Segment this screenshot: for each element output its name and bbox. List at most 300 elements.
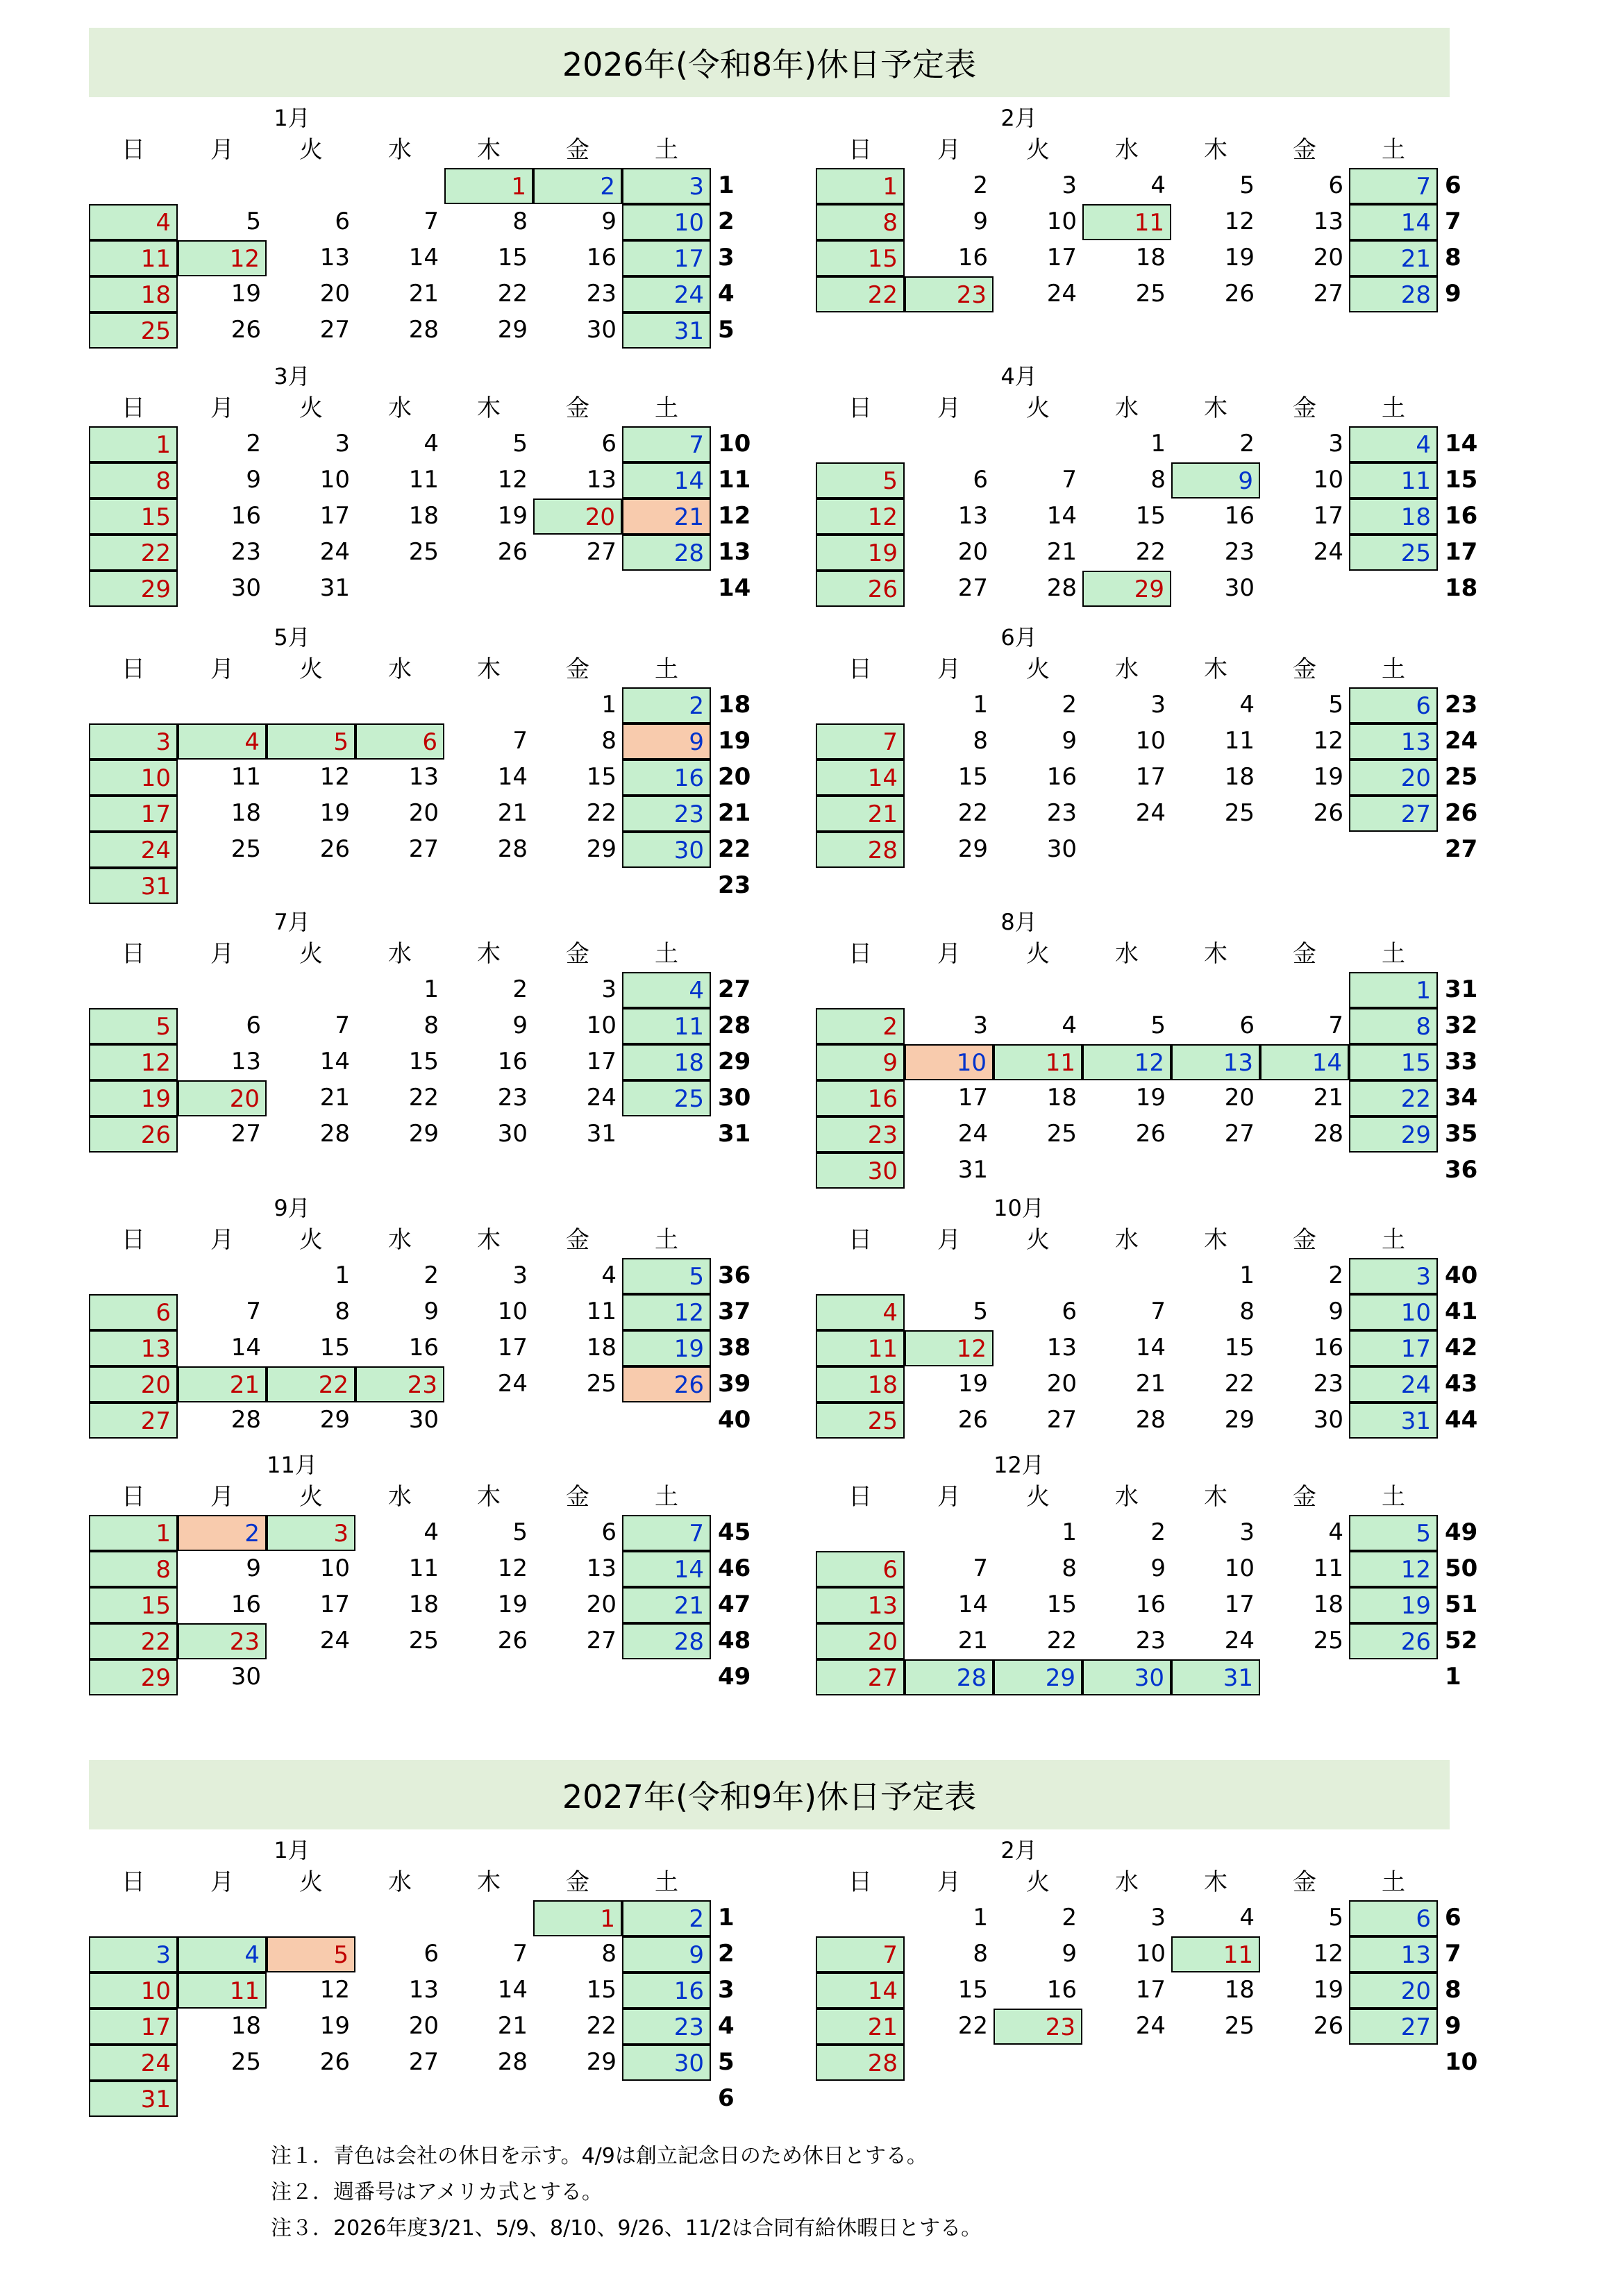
holiday-cell: 11 — [1349, 462, 1438, 498]
week-number: 38 — [718, 1334, 751, 1361]
week-number: 1 — [1445, 1663, 1461, 1691]
month-calendar — [89, 104, 783, 354]
holiday-cell: 14 — [816, 1972, 905, 2009]
day-cell: 19 — [497, 1591, 528, 1618]
day-cell: 9 — [601, 208, 617, 235]
weekday-header: 金 — [566, 1483, 589, 1511]
weekday-header: 日 — [848, 940, 872, 968]
weekday-header: 金 — [566, 136, 589, 164]
day-cell: 25 — [408, 1627, 439, 1654]
day-cell: 7 — [512, 727, 528, 755]
day-cell: 8 — [1150, 466, 1166, 494]
day-cell: 22 — [586, 2012, 617, 2040]
day-cell: 3 — [335, 430, 350, 458]
day-cell: 16 — [1046, 763, 1077, 791]
day-cell: 16 — [230, 502, 261, 530]
day-cell: 4 — [1239, 1904, 1255, 1932]
weekday-header: 金 — [1293, 1868, 1316, 1896]
weekday-header: 土 — [1382, 1226, 1405, 1254]
day-cell: 7 — [512, 1940, 528, 1968]
day-cell: 17 — [586, 1048, 617, 1075]
week-number: 22 — [718, 835, 751, 863]
weekday-header: 土 — [1382, 394, 1405, 422]
weekday-header: 月 — [210, 136, 234, 164]
day-cell: 6 — [424, 1940, 439, 1968]
day-cell: 9 — [1150, 1555, 1166, 1582]
day-cell: 16 — [408, 1334, 439, 1361]
month-title: 7月 — [274, 909, 310, 935]
week-number: 44 — [1445, 1406, 1478, 1434]
holiday-cell: 8 — [89, 462, 178, 498]
holiday-cell: 29 — [994, 1659, 1082, 1695]
holiday-cell: 11 — [622, 1008, 711, 1044]
weekday-header: 日 — [121, 394, 145, 422]
holiday-cell: 6 — [1349, 1900, 1438, 1936]
week-number: 2 — [718, 208, 735, 235]
day-cell: 5 — [246, 208, 261, 235]
shared-leave-day-cell: 26 — [622, 1366, 711, 1402]
holiday-cell: 11 — [816, 1330, 905, 1366]
day-cell: 19 — [1313, 1976, 1343, 2004]
day-cell: 8 — [424, 1012, 439, 1039]
day-cell: 20 — [319, 280, 350, 308]
holiday-cell: 26 — [1349, 1623, 1438, 1659]
day-cell: 4 — [424, 430, 439, 458]
day-cell: 11 — [1313, 1555, 1343, 1582]
holiday-cell: 27 — [89, 1402, 178, 1439]
day-cell: 2 — [246, 430, 261, 458]
day-cell: 31 — [586, 1120, 617, 1148]
day-cell: 3 — [512, 1262, 528, 1289]
week-number: 40 — [718, 1406, 751, 1434]
month-title: 3月 — [274, 363, 310, 389]
holiday-cell: 22 — [267, 1366, 355, 1402]
holiday-cell: 22 — [89, 535, 178, 571]
weekday-header: 水 — [1115, 1483, 1139, 1511]
week-number: 10 — [718, 430, 751, 458]
day-cell: 30 — [1046, 835, 1077, 863]
week-number: 33 — [1445, 1048, 1478, 1075]
day-cell: 21 — [319, 1084, 350, 1112]
weekday-header: 木 — [477, 1868, 501, 1896]
weekday-header: 金 — [1293, 1483, 1316, 1511]
holiday-cell: 19 — [89, 1080, 178, 1116]
holiday-cell: 6 — [355, 723, 444, 760]
holiday-cell: 9 — [816, 1044, 905, 1080]
day-cell: 26 — [1313, 799, 1343, 827]
holiday-cell: 30 — [622, 832, 711, 868]
weekday-header: 月 — [937, 136, 961, 164]
day-cell: 15 — [586, 763, 617, 791]
weekday-header: 金 — [1293, 1226, 1316, 1254]
day-cell: 17 — [497, 1334, 528, 1361]
weekday-header: 火 — [1026, 655, 1050, 683]
week-number: 51 — [1445, 1591, 1478, 1618]
week-number: 30 — [718, 1084, 751, 1112]
week-number: 7 — [1445, 208, 1461, 235]
week-number: 31 — [718, 1120, 751, 1148]
day-cell: 24 — [1135, 2012, 1166, 2040]
week-number: 24 — [1445, 727, 1478, 755]
day-cell: 24 — [957, 1120, 988, 1148]
shared-leave-day-cell: 10 — [905, 1044, 994, 1080]
day-cell: 21 — [1135, 1370, 1166, 1398]
weekday-header: 木 — [477, 394, 501, 422]
day-cell: 2 — [1062, 691, 1077, 719]
day-cell: 29 — [586, 835, 617, 863]
weekday-header: 火 — [299, 394, 323, 422]
week-number: 50 — [1445, 1555, 1478, 1582]
day-cell: 5 — [512, 430, 528, 458]
day-cell: 22 — [957, 799, 988, 827]
day-cell: 15 — [1224, 1334, 1255, 1361]
day-cell: 20 — [408, 2012, 439, 2040]
day-cell: 6 — [1239, 1012, 1255, 1039]
section-title: 2027年(令和9年)休日予定表 — [89, 1760, 1450, 1829]
month-title: 1月 — [274, 1837, 310, 1863]
weekday-header: 月 — [210, 1868, 234, 1896]
day-cell: 25 — [1046, 1120, 1077, 1148]
day-cell: 8 — [973, 1940, 988, 1968]
holiday-cell: 16 — [622, 760, 711, 796]
day-cell: 4 — [601, 1262, 617, 1289]
holiday-cell: 3 — [89, 723, 178, 760]
day-cell: 30 — [408, 1406, 439, 1434]
day-cell: 15 — [586, 1976, 617, 2004]
holiday-cell: 1 — [1349, 972, 1438, 1008]
shared-leave-day-cell: 5 — [267, 1936, 355, 1972]
day-cell: 22 — [497, 280, 528, 308]
day-cell: 2 — [1150, 1518, 1166, 1546]
holiday-cell: 5 — [89, 1008, 178, 1044]
day-cell: 5 — [1328, 1904, 1343, 1932]
weekday-header: 火 — [1026, 394, 1050, 422]
day-cell: 4 — [1328, 1518, 1343, 1546]
day-cell: 28 — [497, 835, 528, 863]
weekday-header: 木 — [477, 1226, 501, 1254]
holiday-cell: 17 — [89, 796, 178, 832]
day-cell: 17 — [1046, 244, 1077, 271]
day-cell: 13 — [586, 466, 617, 494]
day-cell: 29 — [497, 316, 528, 344]
day-cell: 27 — [1224, 1120, 1255, 1148]
weekday-header: 水 — [1115, 136, 1139, 164]
day-cell: 31 — [319, 574, 350, 602]
day-cell: 7 — [246, 1298, 261, 1325]
weekday-header: 月 — [937, 1868, 961, 1896]
day-cell: 10 — [1135, 1940, 1166, 1968]
day-cell: 16 — [586, 244, 617, 271]
holiday-cell: 5 — [1349, 1515, 1438, 1551]
day-cell: 14 — [497, 763, 528, 791]
day-cell: 20 — [408, 799, 439, 827]
weekday-header: 月 — [210, 655, 234, 683]
day-cell: 29 — [319, 1406, 350, 1434]
week-number: 20 — [718, 763, 751, 791]
month-calendar — [89, 623, 783, 900]
week-number: 19 — [718, 727, 751, 755]
holiday-cell: 12 — [178, 240, 267, 276]
week-number: 17 — [1445, 538, 1478, 566]
holiday-cell: 8 — [816, 204, 905, 240]
weekday-header: 水 — [388, 1226, 412, 1254]
day-cell: 6 — [1328, 171, 1343, 199]
day-cell: 7 — [335, 1012, 350, 1039]
week-number: 27 — [718, 975, 751, 1003]
day-cell: 20 — [1313, 244, 1343, 271]
day-cell: 27 — [230, 1120, 261, 1148]
holiday-cell: 28 — [1349, 276, 1438, 312]
day-cell: 20 — [1224, 1084, 1255, 1112]
weekday-header: 木 — [477, 136, 501, 164]
holiday-cell: 28 — [622, 535, 711, 571]
holiday-cell: 19 — [622, 1330, 711, 1366]
day-cell: 10 — [1046, 208, 1077, 235]
weekday-header: 火 — [299, 1226, 323, 1254]
day-cell: 17 — [1135, 763, 1166, 791]
holiday-cell: 14 — [816, 760, 905, 796]
day-cell: 18 — [586, 1334, 617, 1361]
month-calendar — [816, 1451, 1510, 1701]
week-number: 15 — [1445, 466, 1478, 494]
day-cell: 15 — [408, 1048, 439, 1075]
holiday-cell: 13 — [1349, 1936, 1438, 1972]
day-cell: 24 — [1046, 280, 1077, 308]
month-title: 2月 — [1000, 105, 1037, 131]
day-cell: 15 — [1046, 1591, 1077, 1618]
holiday-cell: 21 — [178, 1366, 267, 1402]
day-cell: 20 — [586, 1591, 617, 1618]
holiday-cell: 15 — [89, 1587, 178, 1623]
day-cell: 24 — [1135, 799, 1166, 827]
month-calendar — [816, 362, 1510, 612]
day-cell: 24 — [586, 1084, 617, 1112]
holiday-cell: 23 — [622, 796, 711, 832]
day-cell: 21 — [957, 1627, 988, 1654]
weekday-header: 土 — [655, 1868, 678, 1896]
holiday-cell: 25 — [622, 1080, 711, 1116]
holiday-cell: 9 — [1171, 462, 1260, 498]
day-cell: 13 — [1046, 1334, 1077, 1361]
weekday-header: 月 — [937, 394, 961, 422]
week-number: 52 — [1445, 1627, 1478, 1654]
day-cell: 28 — [319, 1120, 350, 1148]
holiday-cell: 13 — [1171, 1044, 1260, 1080]
weekday-header: 木 — [477, 655, 501, 683]
holiday-cell: 10 — [89, 1972, 178, 2009]
day-cell: 9 — [1328, 1298, 1343, 1325]
day-cell: 1 — [335, 1262, 350, 1289]
day-cell: 9 — [424, 1298, 439, 1325]
day-cell: 11 — [586, 1298, 617, 1325]
day-cell: 29 — [586, 2048, 617, 2076]
holiday-cell: 3 — [267, 1515, 355, 1551]
week-number: 42 — [1445, 1334, 1478, 1361]
week-number: 12 — [718, 502, 751, 530]
day-cell: 25 — [230, 2048, 261, 2076]
day-cell: 24 — [319, 1627, 350, 1654]
day-cell: 26 — [497, 1627, 528, 1654]
weekday-header: 金 — [566, 1868, 589, 1896]
holiday-cell: 11 — [89, 240, 178, 276]
day-cell: 14 — [319, 1048, 350, 1075]
holiday-cell: 2 — [622, 687, 711, 723]
day-cell: 16 — [1313, 1334, 1343, 1361]
day-cell: 21 — [497, 2012, 528, 2040]
day-cell: 18 — [408, 502, 439, 530]
weekday-header: 金 — [1293, 136, 1316, 164]
day-cell: 9 — [973, 208, 988, 235]
day-cell: 27 — [408, 2048, 439, 2076]
holiday-cell: 12 — [816, 498, 905, 535]
week-number: 1 — [718, 171, 735, 199]
day-cell: 24 — [497, 1370, 528, 1398]
day-cell: 27 — [1046, 1406, 1077, 1434]
day-cell: 17 — [1224, 1591, 1255, 1618]
week-number: 13 — [718, 538, 751, 566]
holiday-cell: 20 — [178, 1080, 267, 1116]
month-title: 2月 — [1000, 1837, 1037, 1863]
holiday-cell: 20 — [89, 1366, 178, 1402]
weekday-header: 土 — [1382, 655, 1405, 683]
shared-leave-day-cell: 2 — [178, 1515, 267, 1551]
day-cell: 19 — [497, 502, 528, 530]
day-cell: 30 — [586, 316, 617, 344]
shared-leave-day-cell: 9 — [622, 723, 711, 760]
week-number: 43 — [1445, 1370, 1478, 1398]
day-cell: 18 — [1046, 1084, 1077, 1112]
holiday-cell: 12 — [89, 1044, 178, 1080]
day-cell: 26 — [957, 1406, 988, 1434]
week-number: 16 — [1445, 502, 1478, 530]
week-number: 47 — [718, 1591, 751, 1618]
weekday-header: 水 — [1115, 655, 1139, 683]
holiday-cell: 29 — [1349, 1116, 1438, 1153]
weekday-header: 土 — [655, 1226, 678, 1254]
day-cell: 4 — [1239, 691, 1255, 719]
day-cell: 21 — [1046, 538, 1077, 566]
day-cell: 23 — [230, 538, 261, 566]
weekday-header: 木 — [477, 1483, 501, 1511]
weekday-header: 日 — [121, 940, 145, 968]
day-cell: 1 — [1150, 430, 1166, 458]
week-number: 6 — [1445, 171, 1461, 199]
holiday-cell: 5 — [816, 462, 905, 498]
day-cell: 10 — [586, 1012, 617, 1039]
week-number: 9 — [1445, 280, 1461, 308]
holiday-cell: 4 — [178, 723, 267, 760]
day-cell: 13 — [1313, 208, 1343, 235]
day-cell: 16 — [957, 244, 988, 271]
day-cell: 3 — [1150, 1904, 1166, 1932]
weekday-header: 水 — [1115, 1226, 1139, 1254]
week-number: 27 — [1445, 835, 1478, 863]
section-title: 2026年(令和8年)休日予定表 — [89, 28, 1450, 97]
day-cell: 18 — [1224, 1976, 1255, 2004]
holiday-cell: 4 — [622, 972, 711, 1008]
day-cell: 20 — [957, 538, 988, 566]
day-cell: 14 — [408, 244, 439, 271]
month-title: 9月 — [274, 1195, 310, 1221]
day-cell: 29 — [408, 1120, 439, 1148]
holiday-cell: 4 — [89, 204, 178, 240]
day-cell: 25 — [408, 538, 439, 566]
day-cell: 9 — [1062, 1940, 1077, 1968]
week-number: 5 — [718, 316, 735, 344]
weekday-header: 木 — [1204, 1868, 1227, 1896]
month-calendar — [816, 908, 1510, 1185]
holiday-cell: 4 — [816, 1294, 905, 1330]
day-cell: 5 — [973, 1298, 988, 1325]
day-cell: 23 — [1224, 538, 1255, 566]
holiday-cell: 25 — [1349, 535, 1438, 571]
day-cell: 19 — [319, 2012, 350, 2040]
holiday-cell: 6 — [1349, 687, 1438, 723]
day-cell: 17 — [957, 1084, 988, 1112]
day-cell: 7 — [1328, 1012, 1343, 1039]
holiday-cell: 4 — [178, 1936, 267, 1972]
day-cell: 22 — [586, 799, 617, 827]
holiday-cell: 20 — [816, 1623, 905, 1659]
weekday-header: 日 — [848, 1226, 872, 1254]
day-cell: 5 — [1239, 171, 1255, 199]
day-cell: 15 — [319, 1334, 350, 1361]
weekday-header: 火 — [1026, 1868, 1050, 1896]
day-cell: 10 — [319, 1555, 350, 1582]
holiday-cell: 26 — [816, 571, 905, 607]
holiday-cell: 19 — [816, 535, 905, 571]
day-cell: 24 — [1224, 1627, 1255, 1654]
holiday-cell: 13 — [1349, 723, 1438, 760]
day-cell: 19 — [1313, 763, 1343, 791]
month-calendar — [89, 1451, 783, 1701]
weekday-header: 月 — [210, 394, 234, 422]
day-cell: 18 — [230, 799, 261, 827]
holiday-cell: 31 — [1349, 1402, 1438, 1439]
holiday-cell: 30 — [622, 2045, 711, 2081]
week-number: 2 — [718, 1940, 735, 1968]
weekday-header: 日 — [848, 1483, 872, 1511]
day-cell: 29 — [1224, 1406, 1255, 1434]
holiday-cell: 10 — [1349, 1294, 1438, 1330]
holiday-cell: 5 — [267, 723, 355, 760]
holiday-cell: 3 — [89, 1936, 178, 1972]
day-cell: 25 — [586, 1370, 617, 1398]
day-cell: 27 — [957, 574, 988, 602]
holiday-cell: 23 — [816, 1116, 905, 1153]
holiday-cell: 23 — [622, 2009, 711, 2045]
holiday-cell: 30 — [1082, 1659, 1171, 1695]
weekday-header: 土 — [1382, 1483, 1405, 1511]
day-cell: 18 — [408, 1591, 439, 1618]
day-cell: 17 — [1313, 502, 1343, 530]
holiday-cell: 29 — [89, 1659, 178, 1695]
weekday-header: 金 — [1293, 394, 1316, 422]
day-cell: 19 — [957, 1370, 988, 1398]
weekday-header: 金 — [1293, 940, 1316, 968]
day-cell: 9 — [512, 1012, 528, 1039]
holiday-cell: 23 — [905, 276, 994, 312]
day-cell: 12 — [497, 1555, 528, 1582]
weekday-header: 火 — [299, 1868, 323, 1896]
day-cell: 31 — [957, 1156, 988, 1184]
day-cell: 18 — [230, 2012, 261, 2040]
weekday-header: 金 — [566, 1226, 589, 1254]
holiday-cell: 22 — [1349, 1080, 1438, 1116]
month-title: 8月 — [1000, 909, 1037, 935]
holiday-cell: 18 — [1349, 498, 1438, 535]
week-number: 37 — [718, 1298, 751, 1325]
